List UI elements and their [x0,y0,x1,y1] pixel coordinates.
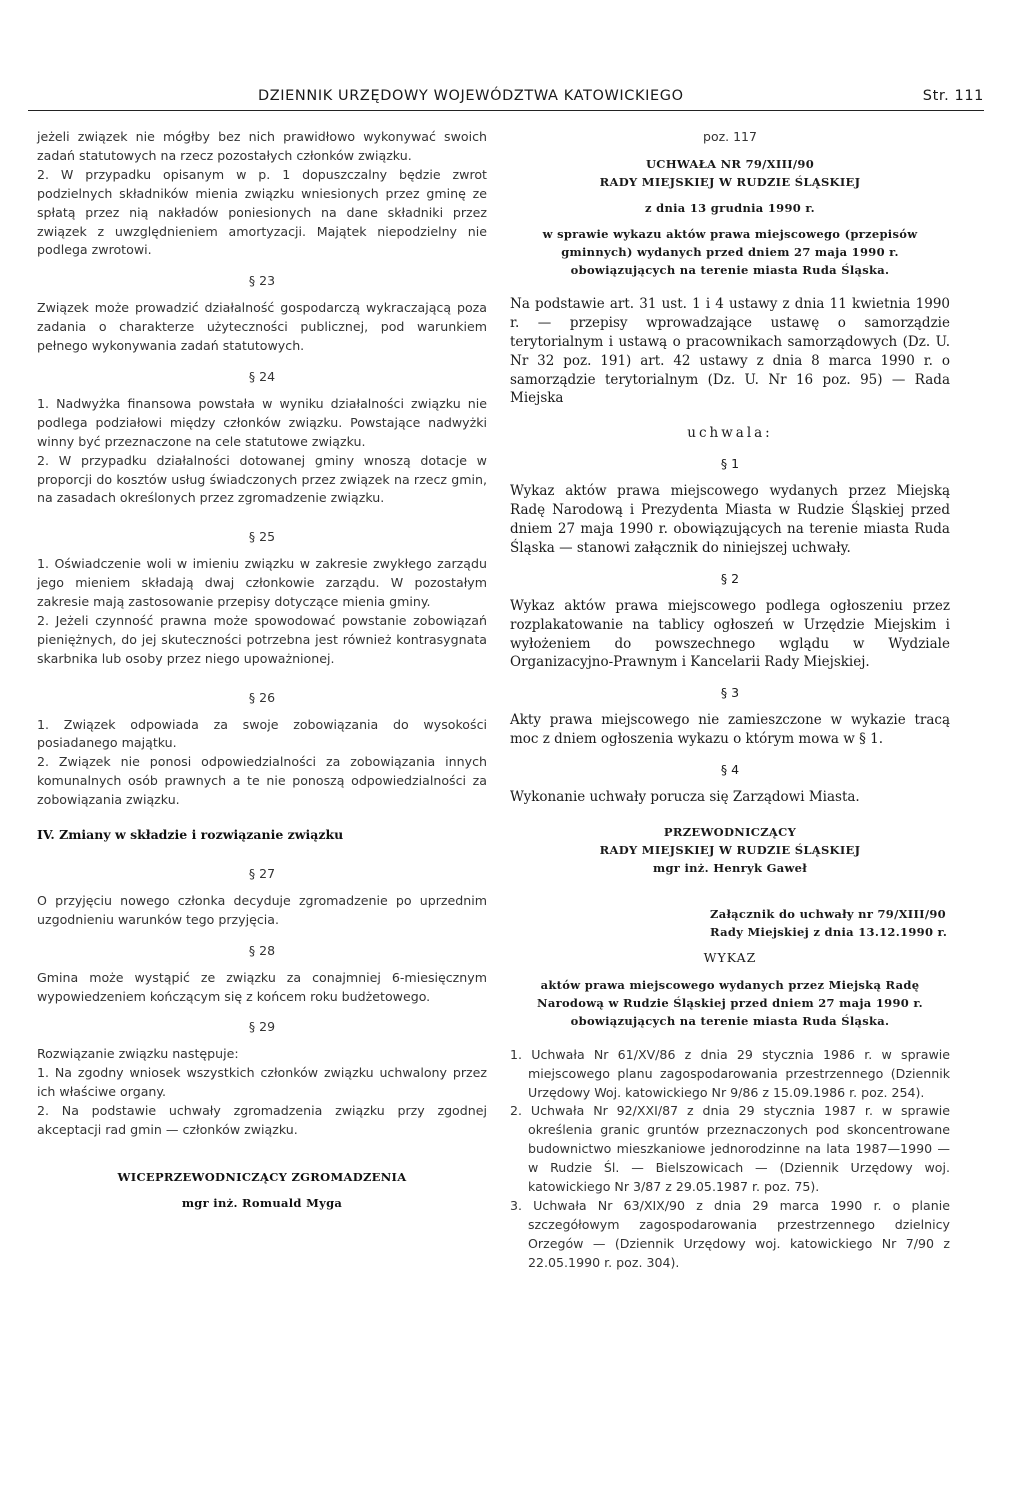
section-heading: § 24 [248,368,276,384]
paragraph: jeżeli związek nie mógłby bez nich prawidłowo wykonywać swoich zadań statutowych na rzecz pozostałych członków związku. [37,129,487,163]
list-item: 2. Uchwała Nr 92/XXI/87 z dnia 29 stycznia 1987 r. w sprawie określenia granic gruntów przeznaczonych pod skoncentrowane budownictwo mieszkaniowe jednorodzinne na lata 1987—1990 — w Rudzie Śl. — Bielszowicach — (Dziennik Urzędowy woj. katowickiego Nr 3/87 z 29.05.1987 r. poz. 75). [510,1103,950,1195]
paragraph: 2. Związek nie ponosi odpowiedzialności za zobowiązania innych komunalnych osób prawnych a te nie ponoszą odpowiedzialności za zobowiązania związku. [37,754,487,808]
paragraph: O przyjęciu nowego członka decyduje zgromadzenie po uprzednim uzgodnieniu warunków tego przyjęcia. [37,892,487,927]
signature-title: WICEPRZEWODNICZĄCY ZGROMADZENIA [117,1169,407,1184]
signature-title: PRZEWODNICZĄCY [663,824,797,839]
section-heading: § 26 [248,689,276,705]
list-title: WYKAZ [703,949,757,965]
paragraph: 1. Oświadczenie woli w imieniu związku w zakresie zwykłego zarządu jego mieniem składają dwaj członkowie zarządu. W pozostałym zakresie mają zastosowanie przepisy dotyczące mienia gminy. [37,556,487,610]
section-heading: § 2 [720,570,740,586]
annex-heading: Rady Miejskiej z dnia 13.12.1990 r. [710,924,948,939]
paragraph: Wykaz aktów prawa miejscowego podlega ogłoszeniu przez rozplakatowanie na tablicy ogłoszeń w Urzędzie Miejskim i wyłożeniem do powszechnego wglądu w Wydziale Organizacyjno-Prawnym i Kancelarii Rady Miejskiej. [510,597,950,671]
section-heading: § 3 [720,685,740,701]
section-heading: § 1 [720,456,740,472]
list-item: 1. Uchwała Nr 61/XV/86 z dnia 29 stycznia 1986 r. w sprawie miejscowego planu zagospodarowania przestrzennego (Dziennik Urzędowy Woj. katowickiego Nr 9/86 z 15.09.1986 r. poz. 254). [510,1046,950,1100]
section-heading: § 25 [248,529,276,545]
chapter-heading: IV. Zmiany w składzie i rozwiązanie związku [37,827,344,843]
list-item: 3. Uchwała Nr 63/XIX/90 z dnia 29 marca 1990 r. o planie szczegółowym zagospodarowania przestrzennego dzielnicy Orzegów — (Dziennik Urzędowy woj. katowickiego Nr 7/90 z 22.05.1990 r. poz. 304). [510,1198,950,1270]
journal-title: DZIENNIK URZĘDOWY WOJEWÓDZTWA KATOWICKIEGO [258,88,684,104]
paragraph: 2. W przypadku opisanym w p. 1 dopuszczalny będzie zwrot podzielnych składników mienia związku wniesionych przez gminę ze spłatą przez nią nakładów poniesionych na dane składniki przez związek z uwzględnieniem amortyzacji. Majątek niepodzielny nie podlega zwrotowi. [37,166,487,258]
resolution-subject: w sprawie wykazu aktów prawa miejscowego (przepisów gminnych) wydanych przed dniem 27 maja 1990 r. obowiązujących na terenie miasta Ruda Śląska. [542,226,918,277]
list-subtitle: aktów prawa miejscowego wydanych przez Miejską Radę Narodową w Rudzie Śląskiej przed dniem 27 maja 1990 r. obowiązujących na terenie miasta Ruda Śląska. [537,977,923,1028]
right-column [510,128,950,1273]
left-column [37,128,487,1212]
paragraph: Rozwiązanie związku następuje: [37,1046,239,1062]
section-heading: § 23 [248,273,276,289]
paragraph: 2. Jeżeli czynność prawna może spowodować powstanie zobowiązań pieniężnych, do jej skuteczności potrzebna jest również kontrasygnata skarbnika lub osoby przez niego upoważnionej. [37,612,487,666]
preamble: Na podstawie art. 31 ust. 1 i 4 ustawy z dnia 11 kwietnia 1990 r. — przepisy wprowadzające ustawę o samorządzie terytorialnym i ustawą o pracownikach samorządowych (Dz. U. Nr 32 poz. 191) art. 42 ustawy z dnia 8 marca 1990 r. o samorządzie terytorialnym (Dz. U. Nr 16 poz. 95) — Rada Miejska [510,295,950,407]
resolution-date: z dnia 13 grudnia 1990 r. [645,200,815,215]
signature-name: mgr inż. Romuald Myga [181,1195,343,1210]
resolves-word: uchwala: [687,425,773,442]
signature-title: RADY MIEJSKIEJ W RUDZIE ŚLĄSKIEJ [599,842,861,857]
paragraph: 2. W przypadku działalności dotowanej gminy wnoszą dotacje w proporcji do kosztów usług świadczonych przez związek na rzecz gmin, na zasadach określonych przez zgromadzenie związku. [37,452,487,506]
list-item: 2. Na podstawie uchwały zgromadzenia związku przy zgodnej akceptacji rad gmin — członków związku. [37,1103,487,1137]
page-header [28,88,984,111]
position-number: poz. 117 [703,129,757,144]
section-heading: § 28 [248,942,276,958]
paragraph: Wykaz aktów prawa miejscowego wydanych przez Miejską Radę Narodową i Prezydenta Miasta w Rudzie Śląskiej przed dniem 27 maja 1990 r. obowiązujących na terenie miasta Ruda Śląska — stanowi załącznik do niniejszej uchwały. [510,483,950,556]
paragraph: Związek może prowadzić działalność gospodarczą wykraczającą poza zadania o charakterze użyteczności publicznej, pod warunkiem pełnego wykonywania zadań statutowych. [37,300,487,354]
paragraph: Gmina może wystąpić ze związku za conajmniej 6-miesięcznym wypowiedzeniem kończącym się z końcem roku budżetowego. [37,969,487,1004]
paragraph: 1. Nadwyżka finansowa powstała w wyniku działalności związku nie podlega podziałowi między członków związku. Powstające nadwyżki winny być przeznaczone na cele statutowe związku. [37,395,487,449]
resolution-title: UCHWAŁA NR 79/XIII/90 [645,156,815,171]
list-item: 1. Na zgodny wniosek wszystkich członków związku uchwalony przez ich właściwe organy. [37,1065,487,1100]
council-title: RADY MIEJSKIEJ W RUDZIE ŚLĄSKIEJ [599,174,861,189]
paragraph: 1. Związek odpowiada za swoje zobowiązania do wysokości posiadanego majątku. [37,716,487,751]
section-heading: § 29 [248,1019,276,1035]
paragraph: Wykonanie uchwały porucza się Zarządowi Miasta. [510,788,860,805]
section-heading: § 27 [248,866,276,881]
signature-name: mgr inż. Henryk Gaweł [652,860,807,875]
paragraph: Akty prawa miejscowego nie zamieszczone w wykazie tracą moc z dniem ogłoszenia wykazu o którym mowa w § 1. [510,712,950,748]
section-heading: § 4 [720,762,740,778]
page-number: Str. 111 [922,88,984,104]
annex-heading: Załącznik do uchwały nr 79/XIII/90 [710,906,946,921]
